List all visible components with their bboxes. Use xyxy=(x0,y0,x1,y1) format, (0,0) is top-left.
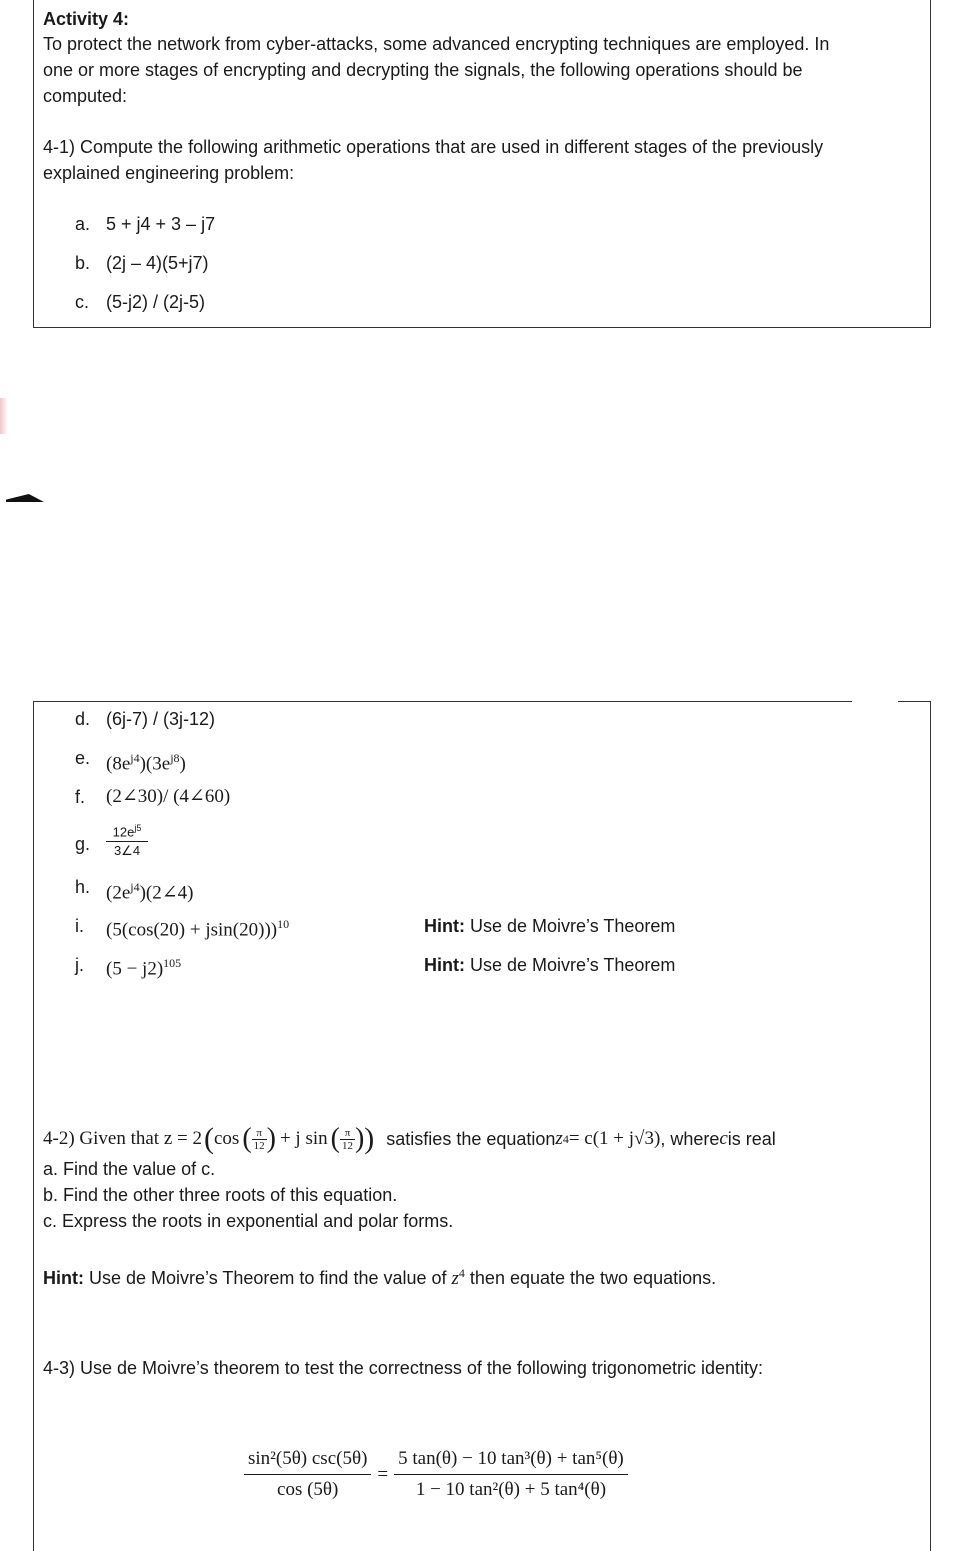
item-d-letter: d. xyxy=(75,709,91,729)
scan-artifact-red xyxy=(0,398,8,434)
q42-frac-1: $\frac{\pi}{12}$ xyxy=(253,1126,265,1152)
q41-line-1: 4-1) Compute the following arithmetic operations that are used in different stages of the previously xyxy=(43,137,824,157)
intro-line-2: one or more stages of encrypting and decrypting the signals, the following operations should be xyxy=(43,60,803,80)
q41-line-2: explained engineering problem: xyxy=(43,163,295,183)
item-f-text: (2∠30)/ (4∠60) xyxy=(106,786,231,807)
item-g-letter: g. xyxy=(75,834,91,854)
item-h-text: $(2e^{j4})(2\angle 4)$ xyxy=(106,880,194,904)
item-j-text: $(5 - j2)^{105}$ xyxy=(106,956,182,980)
item-j-letter: j. xyxy=(75,955,84,975)
item-i-text: $(5(\cos(20) + jsin(20)))^{10}$ xyxy=(106,917,290,941)
item-g-fraction xyxy=(106,819,148,860)
q42-part-a: a. Find the value of c. xyxy=(43,1159,216,1179)
item-a-text: 5 + j4 + 3 – j7 xyxy=(106,214,216,234)
item-c-letter: c. xyxy=(75,292,90,312)
activity-title: Activity 4: xyxy=(43,9,130,29)
q43-statement: 4-3) Use de Moivre’s theorem to test the correctness of the following trigonometric identity: xyxy=(43,1358,763,1378)
q43-identity xyxy=(244,1446,628,1503)
q43-rhs-denominator: 1 − 10 tan²(θ) + 5 tan⁴(θ) xyxy=(394,1474,628,1503)
item-b-text: (2j – 4)(5+j7) xyxy=(106,253,209,273)
item-d-text: (6j-7) / (3j-12) xyxy=(106,709,216,729)
item-a-letter: a. xyxy=(75,214,91,234)
q42-frac-2: $\frac{\pi}{12}$ xyxy=(341,1126,353,1152)
scan-artifact-black xyxy=(6,494,44,502)
q43-rhs-numerator: 5 tan(θ) − 10 tan³(θ) + tan⁵(θ) xyxy=(398,1448,624,1469)
item-i-letter: i. xyxy=(75,916,84,936)
item-i-hint: Hint: Use de Moivre’s Theorem xyxy=(424,916,676,936)
item-e-letter: e. xyxy=(75,748,91,768)
q43-lhs xyxy=(244,1446,371,1503)
item-j-hint: Hint: Use de Moivre’s Theorem xyxy=(424,955,676,975)
item-e-text: $(8e^{j4})(3e^{j8})$ xyxy=(106,751,186,775)
item-f-letter: f. xyxy=(75,787,86,807)
item-h-letter: h. xyxy=(75,877,91,897)
item-b-letter: b. xyxy=(75,253,91,273)
item-g-numerator: $12e^{j5}$ xyxy=(112,823,142,840)
q43-lhs-numerator: sin²(5θ) csc(5θ) xyxy=(248,1448,368,1469)
box-top-border xyxy=(33,701,852,702)
q43-rhs xyxy=(394,1446,628,1503)
item-c-text: (5-j2) / (2j-5) xyxy=(106,292,206,312)
q43-equals: = xyxy=(377,1463,389,1485)
q42-statement: 4-2) Given that z = 2 ( cos ( $\frac{\pi}{12}$ ) + j sin ( $\frac{\pi}{12}$ ) ) satisfies the equation z 4 = c(1 + j√3) , where c is real xyxy=(43,1122,776,1155)
q43-lhs-denominator: cos (5θ) xyxy=(244,1474,371,1503)
q42-hint: Hint: Use de Moivre’s Theorem to find the value of $z^4$ then equate the two equations. xyxy=(43,1266,717,1289)
box-top-border-right xyxy=(898,701,931,702)
q42-part-b: b. Find the other three roots of this equation. xyxy=(43,1185,398,1205)
intro-line-1: To protect the network from cyber-attacks, some advanced encrypting techniques are employed. In xyxy=(43,34,830,54)
item-g-denominator: 3∠4 xyxy=(106,841,148,860)
q42-part-c: c. Express the roots in exponential and polar forms. xyxy=(43,1211,454,1231)
intro-line-3: computed: xyxy=(43,86,128,106)
